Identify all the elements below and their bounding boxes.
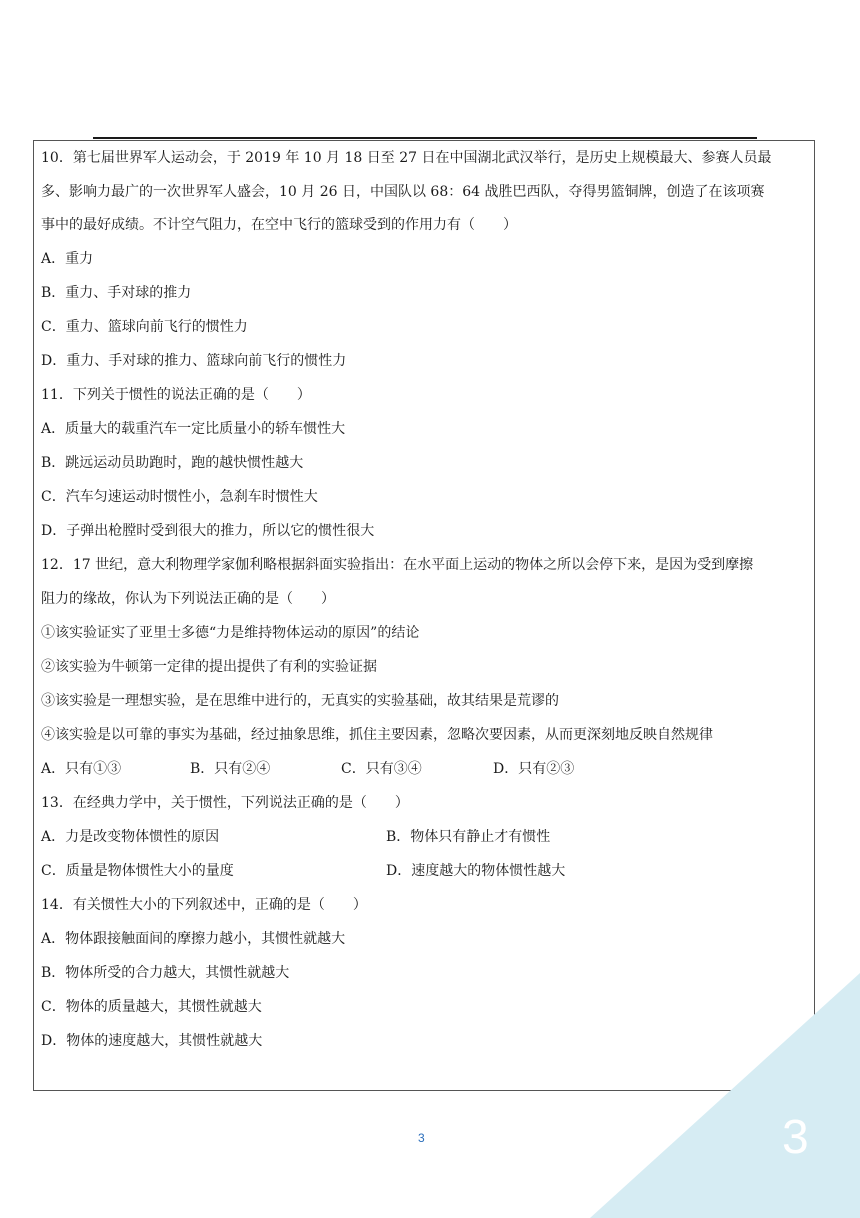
q12-statement-2: ②该实验为牛顿第一定律的提出提供了有利的实验证据 (41, 659, 377, 675)
q12-option-b[interactable]: B．只有②④ (190, 761, 271, 777)
q12-stem-line-1: 12．17 世纪，意大利物理学家伽利略根据斜面实验指出：在水平面上运动的物体之所以会停下来，是因为受到摩擦 (41, 557, 754, 573)
q12-statement-4: ④该实验是以可靠的事实为基础，经过抽象思维，抓住主要因素，忽略次要因素，从而更深刻地反映自然规律 (41, 727, 713, 743)
q11-stem: 11．下列关于惯性的说法正确的是（ ） (41, 387, 311, 403)
q14-option-d[interactable]: D．物体的速度越大，其惯性就越大 (41, 1033, 263, 1049)
q10-option-b[interactable]: B．重力、手对球的推力 (41, 285, 192, 301)
q10-option-a[interactable]: A．重力 (41, 251, 94, 267)
q12-option-d[interactable]: D．只有②③ (493, 761, 575, 777)
q12-statement-3: ③该实验是一理想实验，是在思维中进行的，无真实的实验基础，故其结果是荒谬的 (41, 693, 559, 709)
q11-option-d[interactable]: D．子弹出枪膛时受到很大的推力，所以它的惯性很大 (41, 523, 375, 539)
corner-page-number: 3 (782, 1111, 809, 1164)
q13-stem: 13．在经典力学中，关于惯性，下列说法正确的是（ ） (41, 795, 409, 811)
q14-option-c[interactable]: C．物体的质量越大，其惯性就越大 (41, 999, 262, 1015)
q14-option-a[interactable]: A．物体跟接触面间的摩擦力越小，其惯性就越大 (41, 931, 346, 947)
q10-option-c[interactable]: C．重力、篮球向前飞行的惯性力 (41, 319, 248, 335)
header-rule (93, 137, 757, 139)
q12-option-c[interactable]: C．只有③④ (341, 761, 422, 777)
q13-option-b[interactable]: B．物体只有静止才有惯性 (386, 829, 551, 845)
q12-statement-1: ①该实验证实了亚里士多德“力是维持物体运动的原因”的结论 (41, 625, 420, 641)
q12-stem-line-2: 阻力的缘故，你认为下列说法正确的是（ ） (41, 591, 335, 607)
q11-option-c[interactable]: C．汽车匀速运动时惯性小，急刹车时惯性大 (41, 489, 318, 505)
q10-stem-line-1: 10．第七届世界军人运动会，于 2019 年 10 月 18 日至 27 日在中国湖北武汉举行，是历史上规模最大、参赛人员最 (41, 150, 772, 166)
q13-option-c[interactable]: C．质量是物体惯性大小的量度 (41, 863, 234, 879)
page-number: 3 (418, 1131, 425, 1145)
q10-option-d[interactable]: D．重力、手对球的推力、篮球向前飞行的惯性力 (41, 353, 347, 369)
q13-option-d[interactable]: D．速度越大的物体惯性越大 (386, 863, 566, 879)
q11-option-a[interactable]: A．质量大的载重汽车一定比质量小的轿车惯性大 (41, 421, 346, 437)
q13-option-a[interactable]: A．力是改变物体惯性的原因 (41, 829, 220, 845)
q14-stem: 14．有关惯性大小的下列叙述中，正确的是（ ） (41, 897, 367, 913)
q10-stem-line-2: 多、影响力最广的一次世界军人盛会，10 月 26 日，中国队以 68：64 战胜巴西队，夺得男篮铜牌，创造了在该项赛 (41, 184, 765, 200)
q14-option-b[interactable]: B．物体所受的合力越大，其惯性就越大 (41, 965, 290, 981)
q12-option-a[interactable]: A．只有①③ (41, 761, 122, 777)
q11-option-b[interactable]: B．跳远运动员助跑时，跑的越快惯性越大 (41, 455, 304, 471)
q10-stem-line-3: 事中的最好成绩。不计空气阻力，在空中飞行的篮球受到的作用力有（ ） (41, 217, 517, 233)
